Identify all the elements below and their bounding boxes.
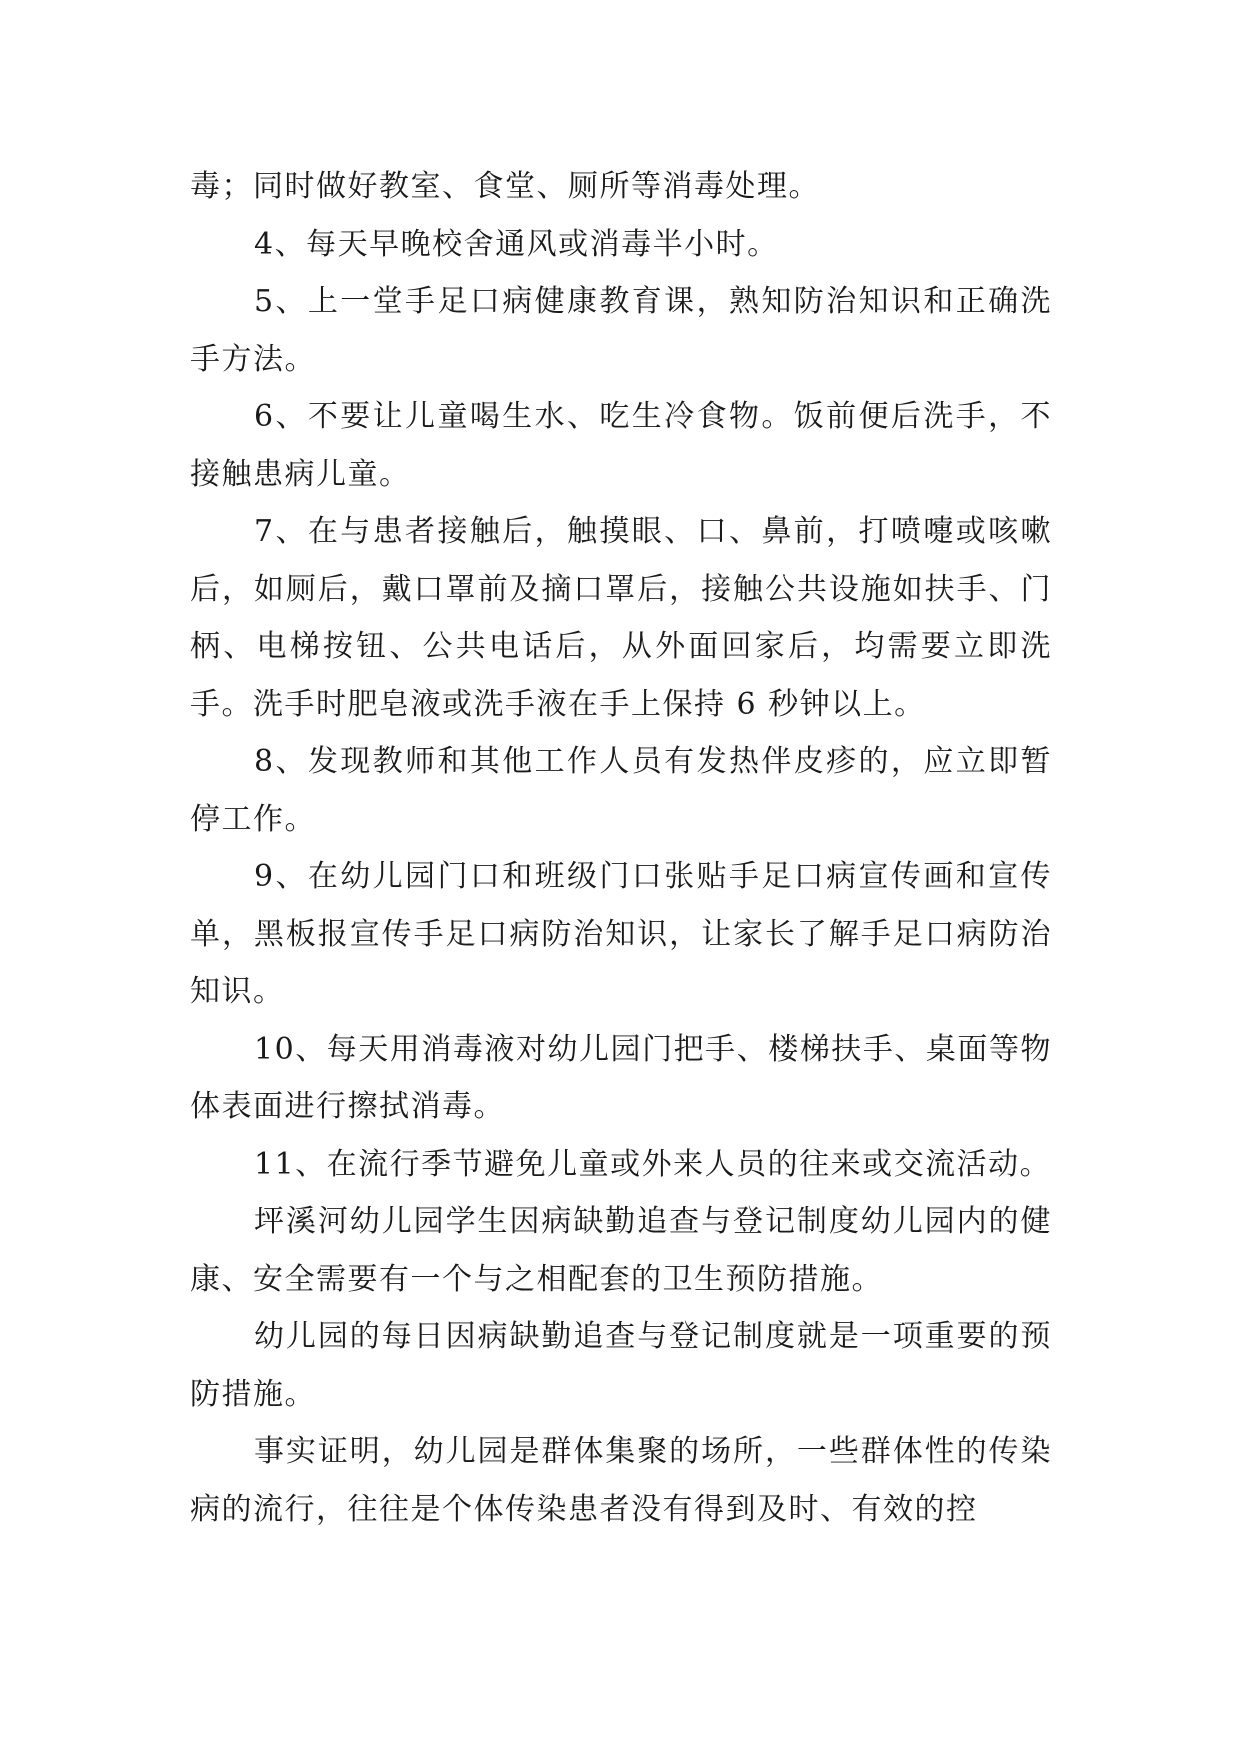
paragraph-item-6: 6、不要让儿童喝生水、吃生冷食物。饭前便后洗手，不接触患病儿童。: [190, 399, 1052, 492]
document-body: [190, 158, 1052, 1538]
paragraph-item-8: 8、发现教师和其他工作人员有发热伴皮疹的，应立即暂停工作。: [190, 744, 1052, 837]
paragraph-item-9: 9、在幼儿园门口和班级门口张贴手足口病宣传画和宣传单，黑板报宣传手足口病防治知识，让家长了解手足口病防治知识。: [190, 859, 1052, 1009]
paragraph-item-7: 7、在与患者接触后，触摸眼、口、鼻前，打喷嚏或咳嗽后，如厕后，戴口罩前及摘口罩后，接触公共设施如扶手、门柄、电梯按钮、公共电话后，从外面回家后，均需要立即洗手。洗手时肥皂液或洗手液在手上保持 6 秒钟以上。: [190, 514, 1052, 722]
paragraph-item-5: 5、上一堂手足口病健康教育课，熟知防治知识和正确洗手方法。: [190, 284, 1052, 377]
paragraph-item-11: 11、在流行季节避免儿童或外来人员的往来或交流活动。: [254, 1146, 1052, 1182]
paragraph-body: 事实证明，幼儿园是群体集聚的场所，一些群体性的传染病的流行，往往是个体传染患者没有得到及时、有效的控: [190, 1434, 1052, 1527]
paragraph-item-10: 10、每天用消毒液对幼儿园门把手、楼梯扶手、桌面等物体表面进行擦拭消毒。: [190, 1031, 1052, 1124]
paragraph-body: 幼儿园的每日因病缺勤追查与登记制度就是一项重要的预防措施。: [190, 1319, 1052, 1412]
paragraph-item-4: 4、每天早晚校舍通风或消毒半小时。: [254, 226, 779, 262]
paragraph-continuation: 毒；同时做好教室、食堂、厕所等消毒处理。: [190, 169, 820, 204]
paragraph-section-heading: 坪溪河幼儿园学生因病缺勤追查与登记制度幼儿园内的健康、安全需要有一个与之相配套的卫生预防措施。: [190, 1204, 1052, 1297]
